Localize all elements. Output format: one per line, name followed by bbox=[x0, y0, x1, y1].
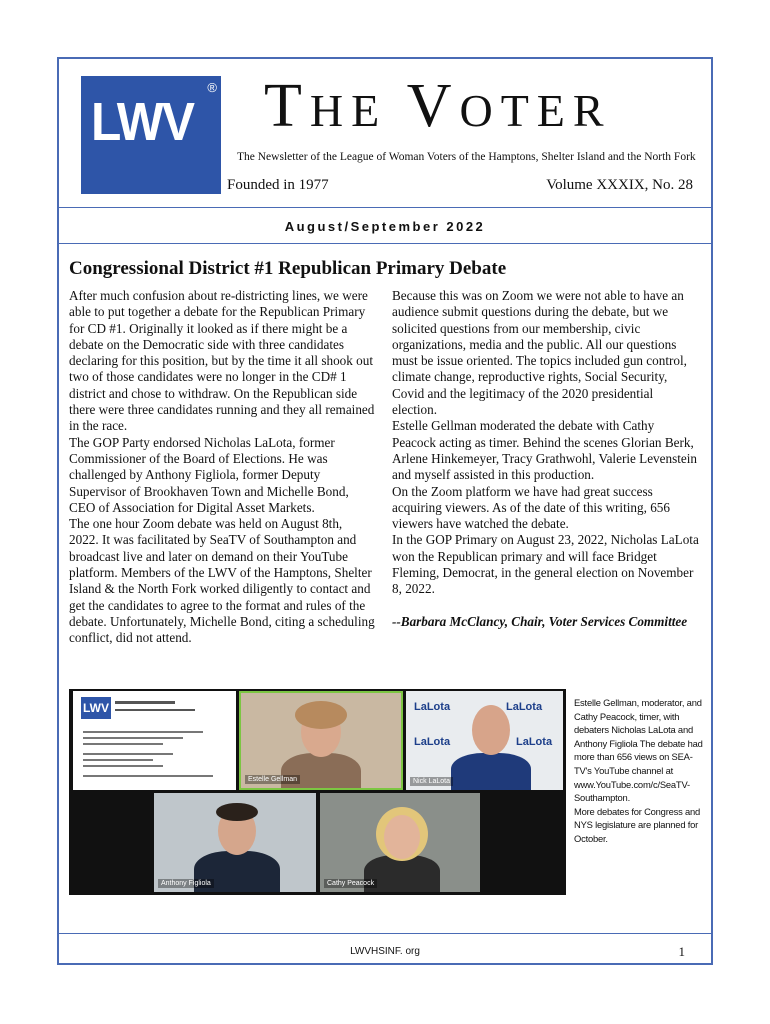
issue-date: August/September 2022 bbox=[284, 219, 486, 234]
article-paragraph: The GOP Party endorsed Nicholas LaLota, former Commissioner of the Board of Elections. He was challenged by Anthony Figliola, former Deputy Supervisor of Brookhaven Town and Michelle Bond, CEO of Association for Digital Asset Markets. bbox=[69, 434, 349, 515]
title-initial-v: V bbox=[406, 72, 460, 140]
page-number: 1 bbox=[678, 944, 685, 959]
participant-name: Estelle Gellman bbox=[245, 775, 300, 784]
title-rest-he: HE bbox=[309, 85, 388, 136]
photo-caption bbox=[574, 696, 710, 846]
person-body bbox=[281, 753, 361, 790]
caption-text: Estelle Gellman, moderator, and Cathy Peacock, timer, with debaters Nicholas LaLota and Anthony Figliola The debate had more than 656 views on SEA-TV's YouTube channel at www.YouTube.com/c/SeaTV-Southampton. bbox=[574, 697, 703, 804]
person-head bbox=[384, 815, 420, 859]
masthead-divider bbox=[59, 207, 711, 208]
slide-text-line bbox=[83, 753, 173, 755]
candidate-video-tile bbox=[406, 691, 563, 790]
slide-text-line bbox=[83, 765, 163, 767]
title-rest-oter: OTER bbox=[459, 85, 612, 136]
article-paragraph: On the Zoom platform we have had great success acquiring viewers. As of the date of this writing, 656 viewers have watched the debate. bbox=[392, 483, 670, 532]
person-hair bbox=[295, 701, 347, 729]
moderator-video-tile bbox=[239, 691, 403, 790]
person-body bbox=[451, 753, 531, 790]
participant-name: Cathy Peacock bbox=[324, 879, 377, 888]
article-paragraph: In the GOP Primary on August 23, 2022, Nicholas LaLota won the Republican primary and will face Bridget Fleming, Democrat, in the general election on November 8, 2022. bbox=[392, 532, 699, 597]
participant-name: Nick LaLota bbox=[410, 777, 453, 786]
campaign-sign: LaLota bbox=[516, 736, 553, 748]
slide-text-line bbox=[83, 743, 163, 745]
timer-video-tile bbox=[320, 793, 480, 892]
lwv-logo bbox=[81, 76, 221, 194]
zoom-debate-photo bbox=[69, 689, 566, 895]
campaign-sign: LaLota bbox=[414, 736, 451, 748]
article-column-left bbox=[69, 288, 375, 647]
registered-mark: ® bbox=[207, 80, 217, 95]
campaign-sign: LaLota bbox=[414, 701, 451, 713]
article-paragraph: After much confusion about re-districting lines, we were able to put together a debate for the Republican Primary for CD #1. Originally it looked as if there might be a debate on the Democratic side with three candidates declaring for this position, but by the time it all shook out two of those candidates were no longer in the CD# 1 district and chose to withdraw. On the Republican side there were three candidates running and they all remained in the race. bbox=[69, 288, 375, 434]
caption-text: More debates for Congress and NYS legislature are planned for October. bbox=[574, 805, 701, 844]
logo-text: LWV bbox=[91, 92, 194, 152]
person-head bbox=[472, 705, 510, 755]
slide-text-line bbox=[83, 731, 203, 733]
slide-text-line bbox=[83, 759, 153, 761]
article-paragraph: Estelle Gellman moderated the debate with Cathy Peacock acting as timer. Behind the scenes Glorian Berk, Arlene Hinkemeyer, Tracy Grathwohl, Valerie Levenstein and myself assisted in this production. bbox=[392, 418, 698, 483]
date-divider bbox=[59, 243, 711, 244]
slide-lwv-logo: LWV bbox=[81, 697, 111, 719]
newsletter-title bbox=[264, 73, 712, 139]
newsletter-page bbox=[57, 57, 713, 965]
debate-title-slide bbox=[73, 691, 236, 790]
founded-line: Founded in 1977 bbox=[227, 177, 329, 193]
slide-text-line bbox=[83, 737, 183, 739]
title-initial-t: T bbox=[264, 72, 310, 140]
person-hair bbox=[216, 803, 258, 821]
campaign-sign: LaLota bbox=[506, 701, 543, 713]
slide-text-line bbox=[115, 701, 175, 704]
candidate-video-tile bbox=[154, 793, 316, 892]
article-paragraph: The one hour Zoom debate was held on August 8th, 2022. It was facilitated by SeaTV of Southampton and broadcast live and later on demand on their YouTube platform. Members of the LWV of the Hamptons, Shelter Island & the North Fork worked diligently to contact and get the candidates to agree to the format and rules of the debate. Unfortunately, Michelle Bond, citing a scheduling conflict, did not attend. bbox=[69, 516, 375, 646]
slide-text-line bbox=[83, 775, 213, 777]
article-paragraph: Because this was on Zoom we were not able to have an audience submit questions during the debate, but we solicited questions from our membership, civic organizations, media and the public. All our questions must be issue oriented. The topics included gun control, climate change, reproductive rights, Social Security, Covid and the legitimacy of the 2020 presidential election. bbox=[392, 288, 687, 418]
newsletter-subtitle: The Newsletter of the League of Woman Voters of the Hamptons, Shelter Island and the North Fork bbox=[237, 151, 696, 163]
footer-divider bbox=[59, 933, 711, 934]
footer-website[interactable]: LWVHSINF. org bbox=[350, 946, 420, 957]
article-headline: Congressional District #1 Republican Primary Debate bbox=[69, 258, 507, 279]
volume-line: Volume XXXIX, No. 28 bbox=[546, 177, 693, 193]
participant-name: Anthony Figliola bbox=[158, 879, 214, 888]
slide-text-line bbox=[115, 709, 195, 711]
article-column-right bbox=[392, 288, 700, 630]
author-signature: --Barbara McClancy, Chair, Voter Services Committee bbox=[392, 613, 688, 629]
